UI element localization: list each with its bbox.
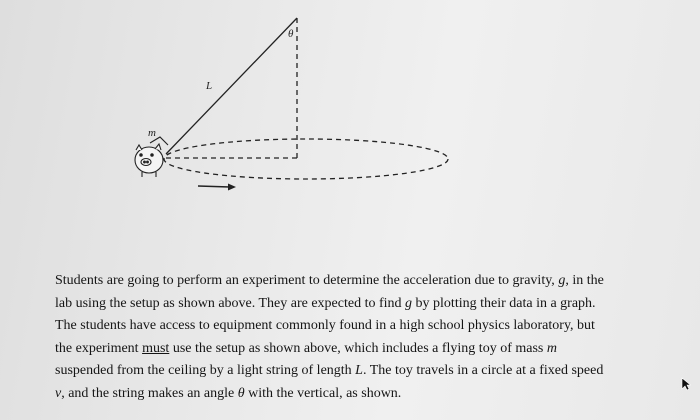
problem-line-6: v, and the string makes an angle θ with the vertical, as shown. (55, 385, 402, 401)
problem-line-5: suspended from the ceiling by a light string of length L. The toy travels in a circle at a fixed speed (55, 363, 604, 379)
problem-statement (55, 270, 680, 406)
length-label: L (206, 80, 213, 92)
mass-label: m (148, 127, 156, 139)
problem-line-1: Students are going to perform an experiment to determine the acceleration due to gravity, g, in the (55, 273, 604, 288)
problem-line-3: The students have access to equipment commonly found in a high school physics laboratory, but (55, 318, 595, 334)
problem-line-4: the experiment must use the setup as shown above, which includes a flying toy of mass m (55, 340, 557, 356)
problem-line-2: lab using the setup as shown above. They are expected to find g by plotting their data in a graph. (55, 295, 596, 311)
flying-toy-pig-icon (135, 137, 168, 177)
theta-label: θ (288, 28, 294, 40)
mouse-cursor-icon (681, 377, 691, 391)
string-line (166, 18, 297, 154)
direction-arrow-icon (198, 184, 236, 191)
circular-path (164, 139, 448, 179)
